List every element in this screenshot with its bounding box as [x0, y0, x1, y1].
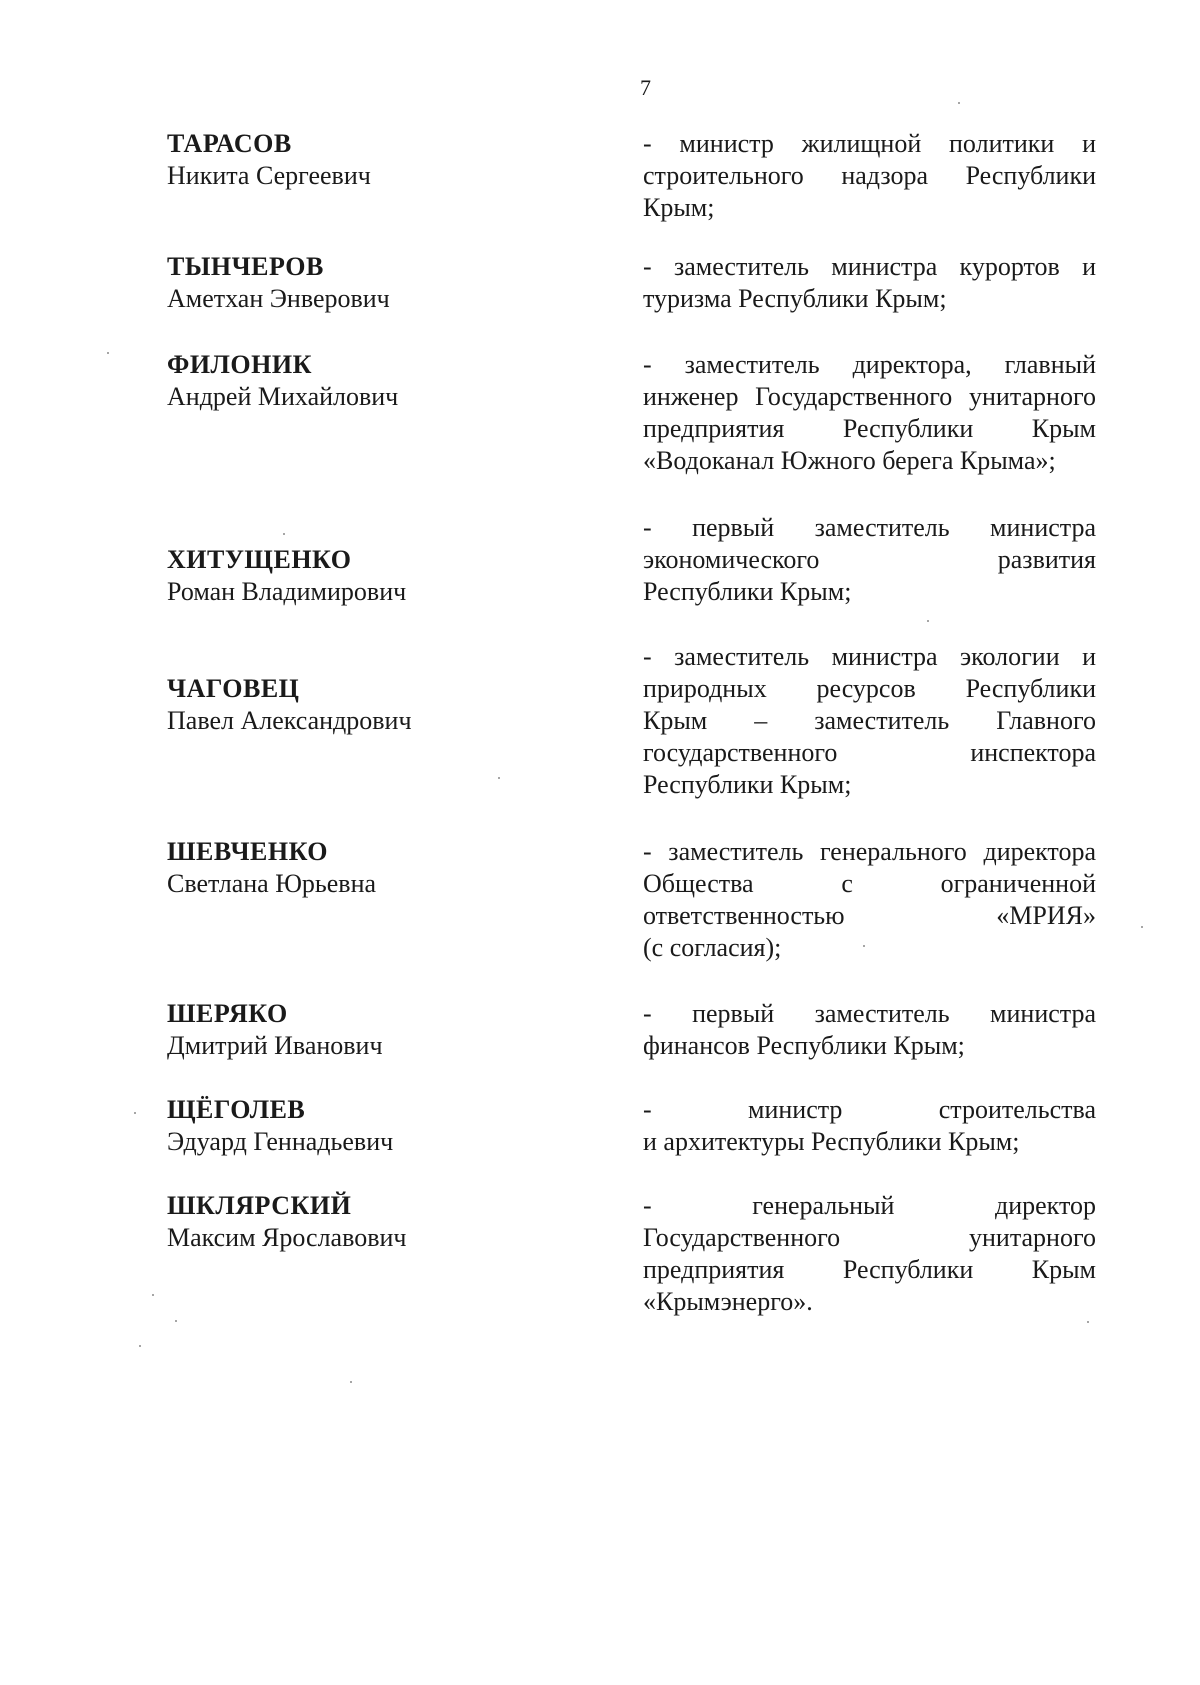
scan-speck [152, 1294, 154, 1296]
scan-speck [1087, 1321, 1089, 1323]
person-name [167, 1094, 547, 1158]
position-line: Государственного унитарного [643, 1223, 1096, 1252]
scan-speck [1141, 926, 1143, 928]
person-surname: ТЫНЧЕРОВ [167, 252, 324, 281]
scan-speck [107, 352, 109, 354]
person-given-name: Никита Сергеевич [167, 161, 371, 190]
person-position [643, 998, 1096, 1062]
position-line: - заместитель директора, главный [643, 350, 1096, 379]
person-surname: ФИЛОНИК [167, 350, 312, 379]
person-surname: ШЕВЧЕНКО [167, 837, 329, 866]
position-line: инженер Государственного унитарного [643, 382, 1096, 411]
person-given-name: Аметхан Энверович [167, 284, 390, 313]
person-position [643, 1190, 1096, 1318]
position-line: - генеральный директор [643, 1191, 1096, 1220]
scan-speck [134, 1112, 136, 1114]
person-position [643, 128, 1096, 224]
person-given-name: Эдуард Геннадьевич [167, 1127, 394, 1156]
person-given-name: Андрей Михайлович [167, 382, 399, 411]
person-name [167, 128, 547, 192]
position-line: государственного инспектора [643, 738, 1096, 767]
position-line: (с согласия); [643, 933, 782, 962]
person-surname: ЩЁГОЛЕВ [167, 1095, 306, 1124]
person-given-name: Роман Владимирович [167, 577, 407, 606]
person-name [167, 349, 547, 413]
scan-speck [139, 1345, 141, 1347]
position-line: - первый заместитель министра [643, 513, 1096, 542]
person-name [167, 836, 547, 900]
person-position [643, 251, 1096, 315]
position-line: природных ресурсов Республики [643, 674, 1096, 703]
scan-speck [498, 777, 500, 779]
person-given-name: Светлана Юрьевна [167, 869, 377, 898]
position-line: «Водоканал Южного берега Крыма»; [643, 446, 1056, 475]
person-name [167, 544, 547, 608]
person-given-name: Максим Ярославович [167, 1223, 407, 1252]
position-line: предприятия Республики Крым [643, 414, 1096, 443]
person-position [643, 512, 1096, 608]
position-line: - министр жилищной политики и [643, 129, 1096, 158]
person-position [643, 1094, 1096, 1158]
position-line: экономического развития [643, 545, 1096, 574]
person-surname: ШЕРЯКО [167, 999, 288, 1028]
scan-speck [283, 533, 285, 535]
page-number: 7 [640, 75, 651, 100]
person-name [167, 1190, 547, 1254]
position-line: Республики Крым; [643, 577, 852, 606]
position-line: - министр строительства [643, 1095, 1096, 1124]
person-name [167, 673, 547, 737]
person-given-name: Дмитрий Иванович [167, 1031, 383, 1060]
person-name [167, 251, 547, 315]
position-line: - заместитель генерального директора [643, 837, 1096, 866]
position-line: Республики Крым; [643, 770, 852, 799]
position-line: Крым; [643, 193, 715, 222]
person-position [643, 349, 1096, 477]
scan-speck [958, 102, 960, 104]
person-surname: ШКЛЯРСКИЙ [167, 1191, 352, 1220]
person-surname: ТАРАСОВ [167, 129, 292, 158]
position-line: и архитектуры Республики Крым; [643, 1127, 1020, 1156]
scan-speck [350, 1381, 352, 1383]
position-line: финансов Республики Крым; [643, 1031, 965, 1060]
scan-speck [175, 1320, 177, 1322]
position-line: строительного надзора Республики [643, 161, 1096, 190]
position-line: туризма Республики Крым; [643, 284, 947, 313]
position-line: - заместитель министра экологии и [643, 642, 1096, 671]
person-position [643, 836, 1096, 964]
person-surname: ЧАГОВЕЦ [167, 674, 300, 703]
person-surname: ХИТУЩЕНКО [167, 545, 352, 574]
position-line: Крым – заместитель Главного [643, 706, 1096, 735]
position-line: «Крымэнерго». [643, 1287, 813, 1316]
position-line: предприятия Республики Крым [643, 1255, 1096, 1284]
person-position [643, 641, 1096, 801]
position-line: ответственностью «МРИЯ» [643, 901, 1096, 930]
position-line: - первый заместитель министра [643, 999, 1096, 1028]
person-name [167, 998, 547, 1062]
scan-speck [863, 945, 865, 947]
position-line: - заместитель министра курортов и [643, 252, 1096, 281]
position-line: Общества с ограниченной [643, 869, 1096, 898]
scan-speck [927, 620, 929, 622]
person-given-name: Павел Александрович [167, 706, 412, 735]
